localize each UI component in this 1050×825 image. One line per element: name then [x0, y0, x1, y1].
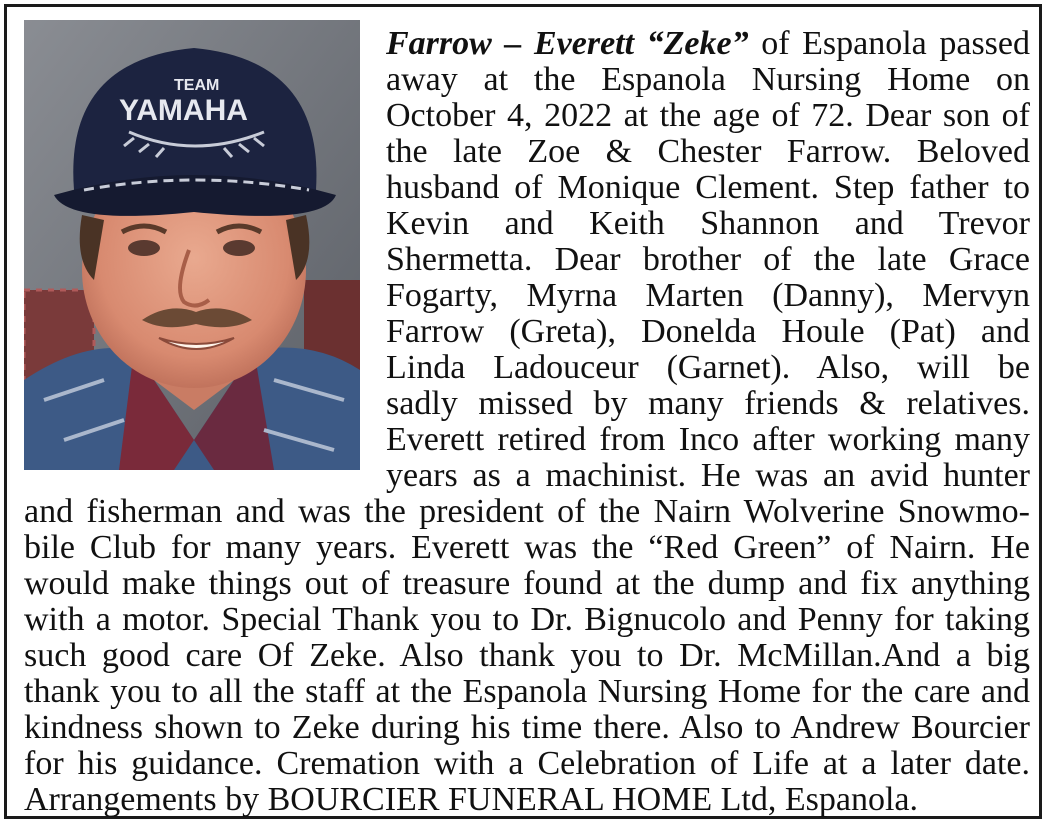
text-line: with a motor. Special Thank you to Dr. Bignucolo and Penny for taking — [24, 601, 1030, 638]
text-line: such good care Of Zeke. Also thank you to Dr. McMillan.And a big — [24, 637, 1030, 674]
text-line: Everett retired from Inco after working many — [386, 421, 1030, 458]
text-line: Arrangements by BOURCIER FUNERAL HOME Ltd, Espanola. — [24, 781, 918, 818]
text-line: bile Club for many years. Everett was the “Red Green” of Nairn. He — [24, 529, 1030, 566]
text-line: Shermetta. Dear brother of the late Grace — [386, 241, 1030, 278]
text-line: Fogarty, Myrna Marten (Danny), Mervyn — [386, 277, 1030, 314]
text-line: would make things out of treasure found at the dump and fix anything — [24, 565, 1030, 602]
text-line: years as a machinist. He was an avid hunter — [386, 457, 1030, 494]
portrait-photo — [24, 20, 360, 470]
text-line: Farrow – Everett “Zeke” of Espanola passed — [386, 25, 1030, 62]
text-line: Farrow (Greta), Donelda Houle (Pat) and — [386, 313, 1030, 350]
cap-text-yamaha: YAMAHA — [119, 94, 248, 127]
portrait-illustration — [24, 20, 360, 470]
text-line: for his guidance. Cremation with a Celebration of Life at a later date. — [24, 745, 1030, 782]
text-line: the late Zoe & Chester Farrow. Beloved — [386, 133, 1030, 170]
cap-text-team: TEAM — [174, 77, 220, 94]
text-line: and fisherman and was the president of the Nairn Wolverine Snowmo- — [24, 493, 1030, 530]
text-line: husband of Monique Clement. Step father to — [386, 169, 1030, 206]
text-line: thank you to all the staff at the Espanola Nursing Home for the care and — [24, 673, 1030, 710]
text-line: Kevin and Keith Shannon and Trevor — [386, 205, 1030, 242]
text-line: Linda Ladouceur (Garnet). Also, will be — [386, 349, 1030, 386]
text-line: kindness shown to Zeke during his time there. Also to Andrew Bourcier — [24, 709, 1030, 746]
text-line: away at the Espanola Nursing Home on — [386, 61, 1030, 98]
text-line: October 4, 2022 at the age of 72. Dear son of — [386, 97, 1030, 134]
text-line: sadly missed by many friends & relatives. — [386, 385, 1030, 422]
obituary-name: Farrow – Everett “Zeke” — [386, 25, 749, 62]
